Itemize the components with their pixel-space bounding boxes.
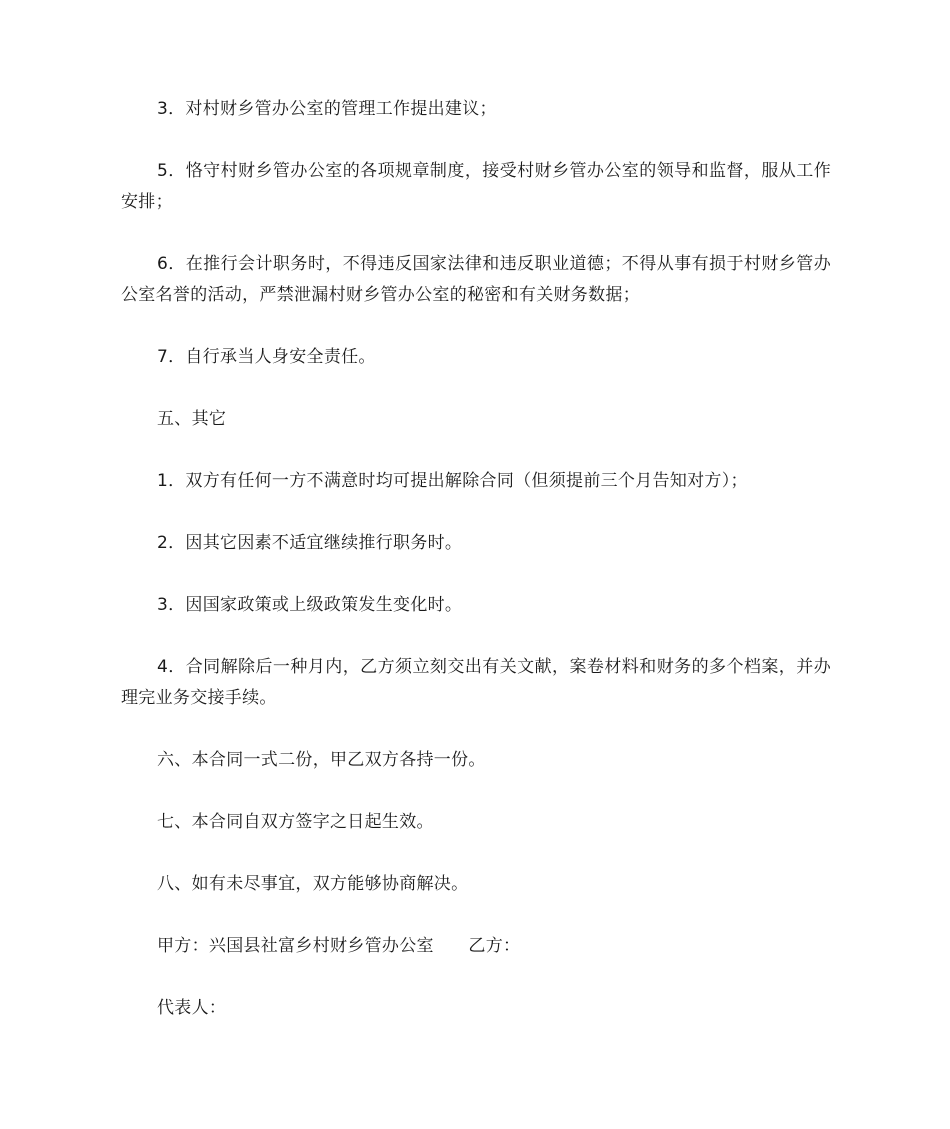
clause-comply-rules: 5．恪守村财乡管办公室的各项规章制度，接受村财乡管办公室的领导和监督，服从工作安排； (121, 161, 831, 212)
clause-suggestion: 3．对村财乡管办公室的管理工作提出建议； (157, 99, 497, 119)
clause-unfit-duty: 2．因其它因素不适宜继续推行职务时。 (157, 533, 463, 553)
signature-parties: 甲方：兴国县社富乡村财乡管办公室 乙方： (157, 936, 521, 956)
clause-termination-notice: 1．双方有任何一方不满意时均可提出解除合同（但须提前三个月告知对方）； (157, 471, 748, 491)
clause-professional-ethics: 6．在推行会计职务时，不得违反国家法律和违反职业道德；不得从事有损于村财乡管办公室名誉的活动，严禁泄漏村财乡管办公室的秘密和有关财务数据； (121, 254, 831, 305)
clause-copies: 六、本合同一式二份，甲乙双方各持一份。 (157, 750, 486, 770)
section-heading-other: 五、其它 (157, 409, 227, 429)
clause-policy-change: 3．因国家政策或上级政策发生变化时。 (157, 595, 463, 615)
clause-handover: 4．合同解除后一种月内，乙方须立刻交出有关文献，案卷材料和财务的多个档案，并办理完业务交接手续。 (121, 657, 831, 708)
clause-personal-safety: 7．自行承当人身安全责任。 (157, 347, 376, 367)
clause-effective-date: 七、本合同自双方签字之日起生效。 (157, 812, 434, 832)
signature-representative: 代表人： (157, 998, 227, 1018)
clause-negotiation: 八、如有未尽事宜，双方能够协商解决。 (157, 874, 469, 894)
document-body (121, 94, 831, 1024)
